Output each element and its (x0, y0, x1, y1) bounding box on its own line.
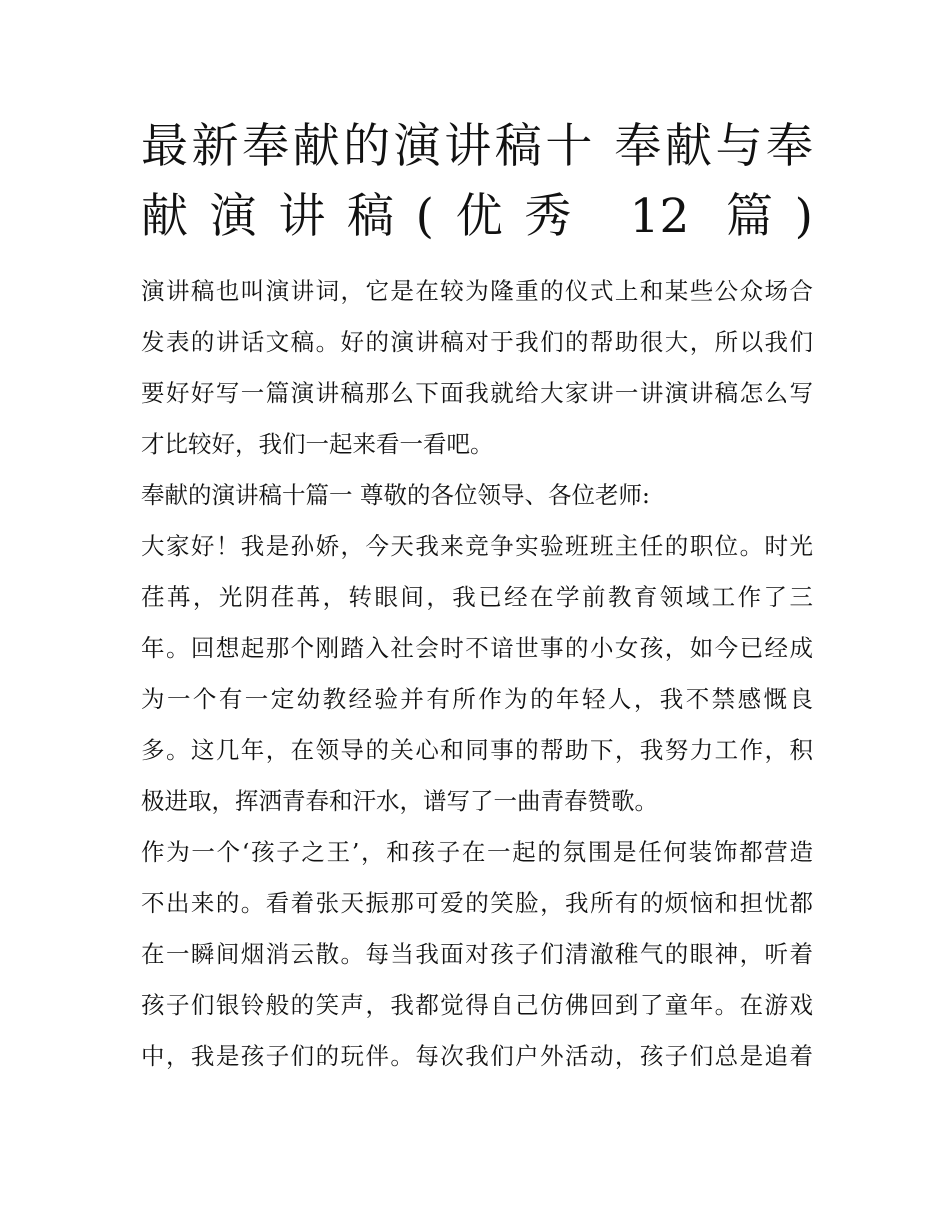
document-title (141, 112, 813, 252)
text-line: 奉献的演讲稿十篇一 尊敬的各位领导、各位老师: (141, 481, 650, 509)
paragraph-heading (141, 470, 813, 521)
text-line: 才比较好，我们一起来看一看吧。 (141, 430, 494, 458)
paragraph-greeting (141, 521, 813, 827)
text-line: 荏苒，光阴荏苒，转眼间，我已经在学前教育领域工作了三 (141, 583, 813, 611)
text-line: 孩子们银铃般的笑声，我都觉得自己仿佛回到了童年。在游戏 (141, 991, 813, 1019)
text-line: 年。回想起那个刚踏入社会时不谙世事的小女孩，如今已经成 (141, 634, 813, 662)
document-page (141, 112, 813, 1082)
text-line: 极进取，挥洒青春和汗水，谱写了一曲青春赞歌。 (141, 787, 658, 815)
title-line: 献演讲稿(优秀 12 篇) (141, 189, 813, 244)
text-line: 作为一个‘孩子之王’，和孩子在一起的氛围是任何装饰都营造 (141, 838, 813, 866)
text-line: 多。这几年，在领导的关心和同事的帮助下，我努力工作，积 (141, 736, 813, 764)
text-line: 在一瞬间烟消云散。每当我面对孩子们清澈稚气的眼神，听着 (141, 940, 813, 968)
text-line: 不出来的。看着张天振那可爱的笑脸，我所有的烦恼和担忧都 (141, 889, 813, 917)
document-body (141, 266, 813, 1082)
text-line: 要好好写一篇演讲稿那么下面我就给大家讲一讲演讲稿怎么写 (141, 379, 813, 407)
text-line: 演讲稿也叫演讲词，它是在较为隆重的仪式上和某些公众场合 (141, 277, 813, 305)
paragraph-intro (141, 266, 813, 470)
text-line: 大家好！我是孙娇，今天我来竞争实验班班主任的职位。时光 (141, 532, 813, 560)
text-line: 为一个有一定幼教经验并有所作为的年轻人，我不禁感慨良 (141, 685, 813, 713)
title-line: 最新奉献的演讲稿十 奉献与奉 (141, 119, 813, 174)
text-line: 发表的讲话文稿。好的演讲稿对于我们的帮助很大，所以我们 (141, 328, 813, 356)
text-line: 中，我是孩子们的玩伴。每次我们户外活动，孩子们总是追着 (141, 1042, 813, 1070)
paragraph-body (141, 827, 813, 1082)
